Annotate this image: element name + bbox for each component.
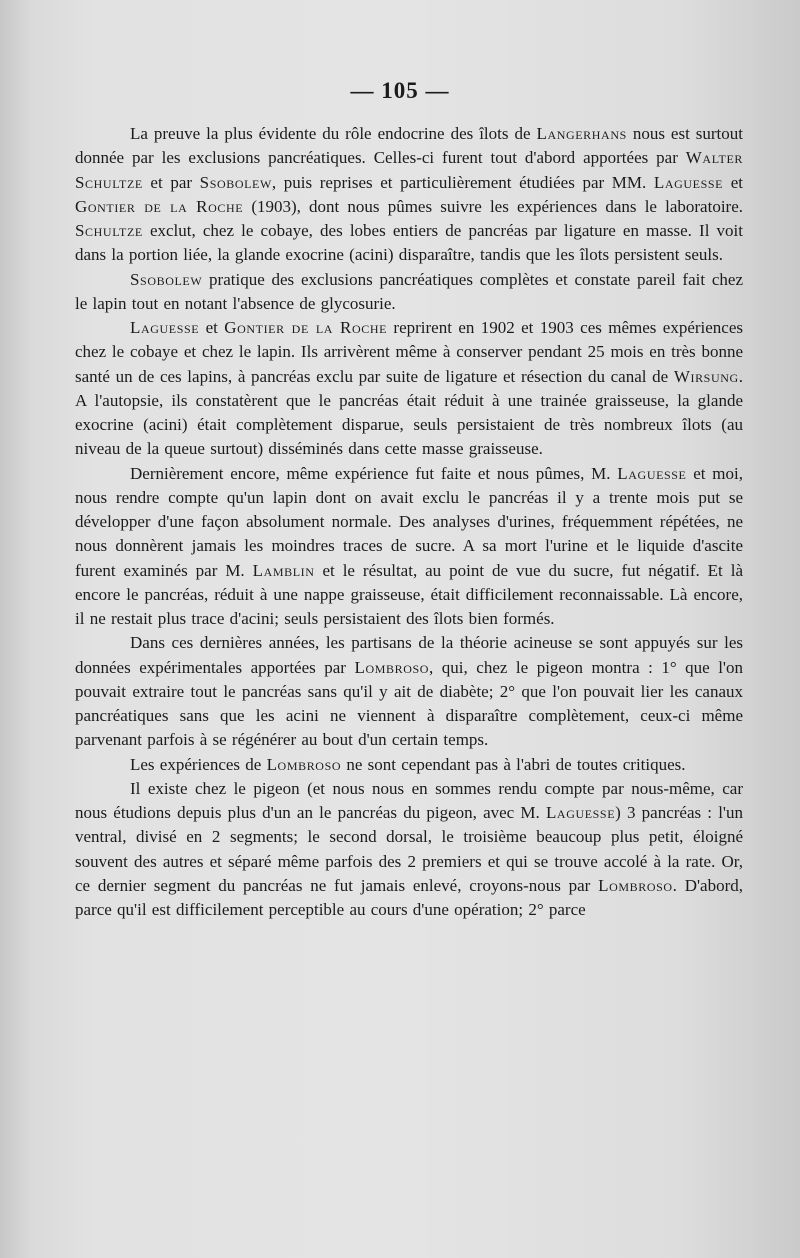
text-run: Il existe chez le pigeon (et nous nous en sommes rendu compte par nous-même, car nous étudions depuis plus d'un an le pancréas du pigeon, avec M. xyxy=(75,778,743,822)
text-run: , puis reprises et particulièrement étudiées par MM. xyxy=(271,172,654,192)
text-run: , qui, chez le pigeon montra : 1° que l'on pouvait extraire tout le pancréas sans qu'il y ait de diabète; 2° que l'on pouvait lier les canaux pancréatiques sans que les acini ne viennent à disparaître complètement, ceux-ci même parvenant parfois à se régénérer au bout d'un certain temps. xyxy=(75,657,743,750)
text-run: . D'abord, parce qu'il est difficilement perceptible au cours d'une opération; 2° parce xyxy=(75,875,743,919)
text-run: et xyxy=(723,172,743,192)
author-name: Lombroso xyxy=(598,875,673,895)
author-name: Walter Schultze xyxy=(75,148,743,192)
text-run: pratique des exclusions pancréatiques complètes et constate pareil fait chez le lapin tout en notant l'absence de glycosurie. xyxy=(75,269,743,313)
author-name: Lombroso xyxy=(354,657,430,677)
text-run: Dernièrement encore, même expérience fut faite et nous pûmes, M. xyxy=(130,463,618,483)
text-run: reprirent en 1902 et 1903 ces mêmes expériences chez le cobaye et chez le lapin. Ils arrivèrent même à conserver pendant 25 mois en très bonne santé un de ces lapins, à pancréas exclu par suite de ligature et résection du canal de xyxy=(75,318,743,386)
author-name: Wirsung xyxy=(673,366,739,386)
text-run: et moi, nous rendre compte qu'un lapin dont on avait exclu le pancréas il y a trente mois put se développer d'une façon absolument normale. Des analyses d'urines, fréquemment répétées, ne nous donnèrent jamais les moindres traces de sucre. A sa mort l'urine et le liquide d'ascite furent examinés par M. xyxy=(75,463,743,580)
author-name: Laguesse xyxy=(545,803,616,822)
body-text xyxy=(75,122,743,922)
author-name: Laguesse xyxy=(617,463,687,483)
paragraph xyxy=(75,122,743,268)
text-run: Les expériences de xyxy=(130,754,267,774)
author-name: Lamblin xyxy=(252,560,315,580)
text-run: exclut, chez le cobaye, des lobes entiers de pancréas par ligature en masse. Il voit dans la portion liée, la glande exocrine (acini) disparaître, tandis que les îlots persistent seuls. xyxy=(75,221,743,265)
author-name: Gontier de la Roche xyxy=(75,196,244,216)
paragraph xyxy=(75,268,743,317)
author-name: Ssobolew xyxy=(130,269,203,289)
paragraph xyxy=(75,631,743,752)
text-run: Dans ces dernières années, les partisans de la théorie acineuse se sont appuyés sur les données expérimentales apportées par xyxy=(75,633,743,677)
text-run: nous est surtout donnée par les exclusions pancréatiques. Celles-ci furent tout d'abord apportées par xyxy=(75,124,743,168)
text-run: La preuve la plus évidente du rôle endocrine des îlots de xyxy=(130,124,537,143)
paragraph xyxy=(75,777,743,923)
text-run: et le résultat, au point de vue du sucre, fut négatif. Et là encore le pancréas, réduit à une nappe graisseuse, était difficilement reconnaissable. Là encore, il ne restait plus trace d'acini; seuls persistaient des îlots bien formés. xyxy=(75,560,743,628)
paragraph xyxy=(75,462,743,632)
author-name: Laguesse xyxy=(130,318,200,337)
author-name: Lombroso xyxy=(266,754,342,774)
author-name: Langerhans xyxy=(536,124,627,143)
paragraph xyxy=(75,753,743,777)
text-run: ) 3 pancréas : l'un ventral, divisé en 2 segments; le second dorsal, le troisième beaucoup plus petit, éloigné souvent des autres et séparé même parfois des 2 premiers et qui se trouve accolé à la rate. Or, ce dernier segment du pancréas ne fut jamais enlevé, croyons-nous par xyxy=(75,803,743,895)
page-number: — 105 — xyxy=(350,78,450,103)
text-run: et par xyxy=(142,172,200,192)
paragraph xyxy=(75,316,743,462)
text-run: et xyxy=(199,318,225,337)
text-run: (1903), dont nous pûmes suivre les expériences dans le laboratoire. xyxy=(243,196,744,216)
author-name: Laguesse xyxy=(653,172,724,192)
author-name: Ssobolew xyxy=(199,172,272,192)
author-name: Gontier de la Roche xyxy=(224,318,388,337)
text-run: . A l'autopsie, ils constatèrent que le pancréas était réduit à une trainée graisseuse, la glande exocrine (acini) était complètement disparue, seuls persistaient de très nombreux îlots (au niveau de la queue surtout) disséminés dans cette masse graisseuse. xyxy=(75,366,743,459)
author-name: Schultze xyxy=(75,221,143,240)
text-run: ne sont cependant pas à l'abri de toutes critiques. xyxy=(341,754,686,774)
